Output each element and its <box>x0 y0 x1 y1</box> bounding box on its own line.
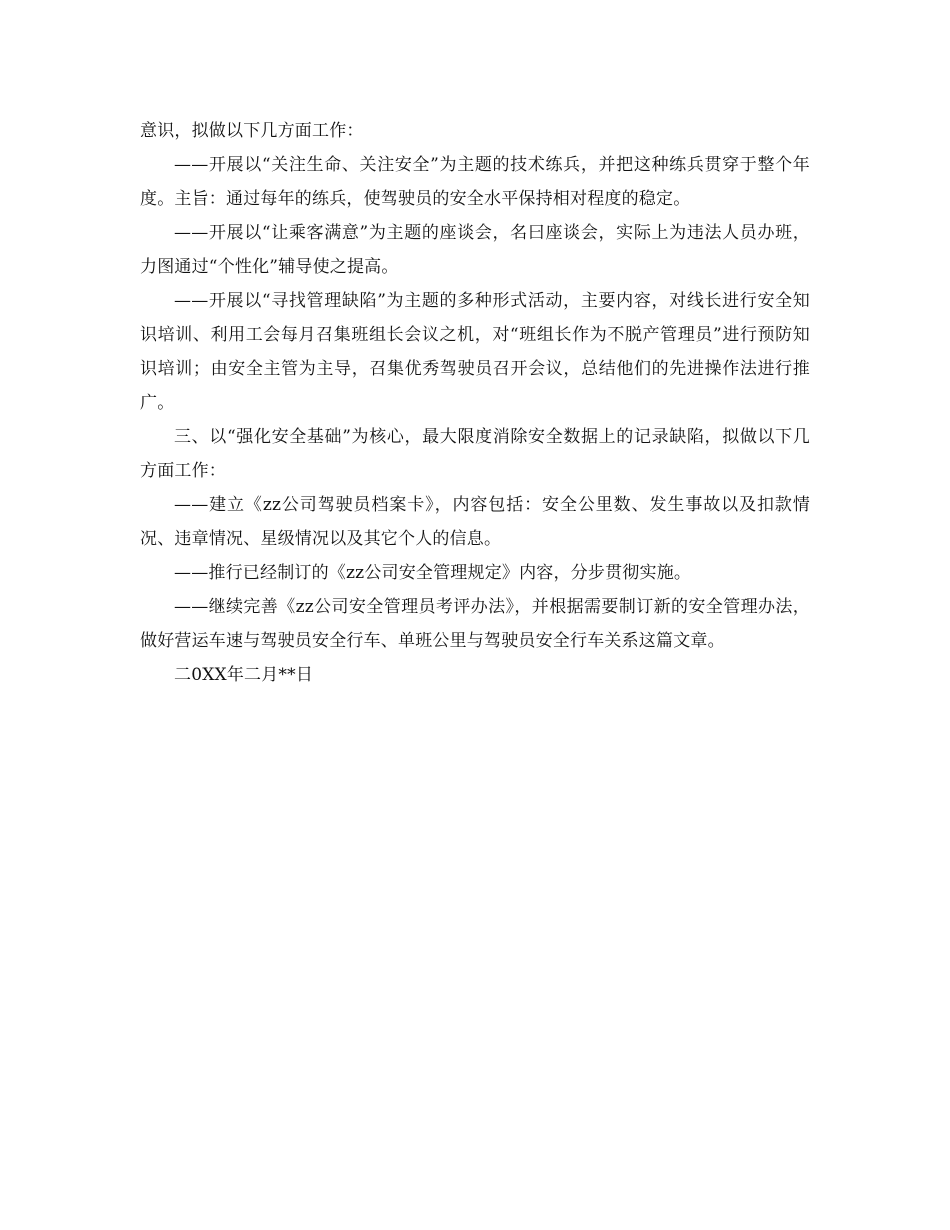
date-line: 二0XX年二月**日 <box>174 665 314 685</box>
paragraph-7: ——推行已经制订的《zz公司安全管理规定》内容，分步贯彻实施。 <box>174 563 692 583</box>
paragraph-2: ——开展以“关注生命、关注安全”为主题的技术练兵，并把这种练兵贯穿于整个年度。主旨：通过每年的练兵，使驾驶员的安全水平保持相对程度的稳定。 <box>140 155 810 209</box>
paragraph-4: ——开展以“寻找管理缺陷”为主题的多种形式活动，主要内容，对线长进行安全知识培训、利用工会每月召集班组长会议之机，对“班组长作为不脱产管理员”进行预防知识培训；由安全主管为主导，召集优秀驾驶员召开会议，总结他们的先进操作法进行推广。 <box>140 291 810 413</box>
document-body <box>140 114 810 692</box>
paragraph-5: 三、以“强化安全基础”为核心，最大限度消除安全数据上的记录缺陷，拟做以下几方面工作： <box>140 427 810 481</box>
paragraph-1: 意识，拟做以下几方面工作： <box>140 121 364 141</box>
paragraph-3: ——开展以“让乘客满意”为主题的座谈会，名曰座谈会，实际上为违法人员办班，力图通过“个性化”辅导使之提高。 <box>140 223 810 277</box>
paragraph-8: ——继续完善《zz公司安全管理员考评办法》，并根据需要制订新的安全管理办法，做好营运车速与驾驶员安全行车、单班公里与驾驶员安全行车关系这篇文章。 <box>140 597 810 651</box>
paragraph-6: ——建立《zz公司驾驶员档案卡》，内容包括：安全公里数、发生事故以及扣款情况、违章情况、星级情况以及其它个人的信息。 <box>140 495 810 549</box>
